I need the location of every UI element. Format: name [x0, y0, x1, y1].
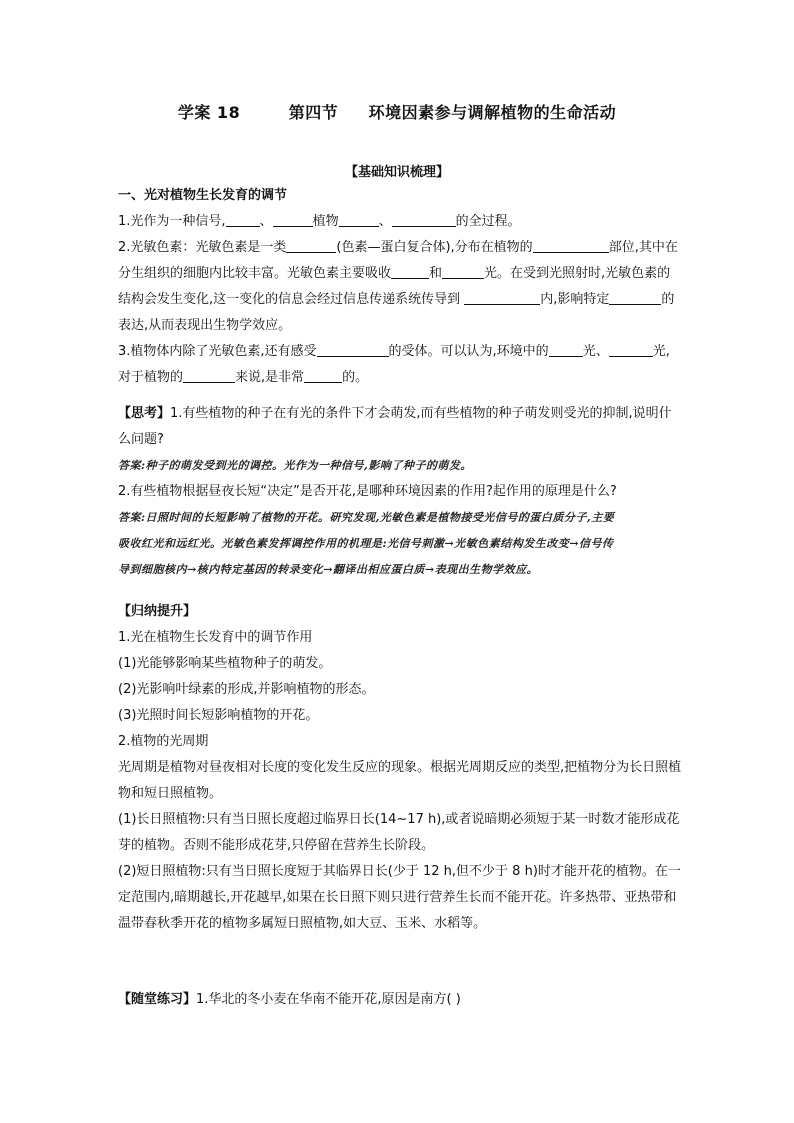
fill-blank[interactable] [391, 264, 429, 279]
summary-section [118, 599, 698, 937]
text-line: (3)光照时间长短影响植物的开花。 [118, 708, 319, 723]
text-line: 3.植物体内除了光敏色素,还有感受 的受体。可以认为,环境中的 光、 光, [118, 344, 670, 359]
text-line: 物和短日照植物。 [118, 786, 223, 801]
text-line: 芽的植物。否则不能形成花芽,只停留在营养生长阶段。 [118, 838, 435, 853]
think-section [118, 401, 698, 583]
answer-line: 吸收红光和远红光。光敏色素发挥调控作用的机理是:光信号刺激→光敏色素结构发生改变→信号传 [118, 537, 614, 550]
text-line: 对于植物的 来说,是非常 的。 [118, 370, 369, 385]
summary-label: 【归纳提升】 [118, 604, 197, 619]
fill-blank[interactable] [226, 212, 260, 227]
text-line: 温带春秋季开花的植物多属短日照植物,如大豆、玉米、水稻等。 [118, 916, 487, 931]
fill-blank[interactable] [273, 212, 313, 227]
fill-blank[interactable] [609, 290, 661, 305]
text-line: 2.有些植物根据昼夜长短“决定”是否开花,是哪种环境因素的作用?起作用的原理是什么? [118, 484, 617, 499]
text-line: (2)光影响叶绿素的形成,并影响植物的形态。 [118, 682, 375, 697]
fill-blank[interactable] [533, 238, 609, 253]
fill-blank[interactable] [609, 342, 653, 357]
fill-blank[interactable] [286, 238, 336, 253]
text-line: 定范围内,暗期越长,开花越早,如果在长日照下则只进行营养生长而不能开花。许多热带、亚热带和 [118, 890, 677, 905]
text-line: 2.光敏色素：光敏色素是一类 (色素—蛋白复合体),分布在植物的 部位,其中在 [118, 240, 678, 255]
answer-line: 答案:种子的萌发受到光的调控。光作为一种信号,影响了种子的萌发。 [118, 459, 472, 472]
fill-blank[interactable] [464, 290, 540, 305]
fill-blank[interactable] [304, 368, 342, 383]
page-title: 学案 18 第四节 环境因素参与调解植物的生命活动 [177, 103, 617, 122]
answer-line: 导到细胞核内→核内特定基因的转录变化→翻译出相应蛋白质→表现出生物学效应。 [118, 563, 539, 576]
fill-blank[interactable] [442, 264, 484, 279]
text-line: 2.植物的光周期 [118, 734, 209, 749]
text-line: (1)光能够影响某些植物种子的萌发。 [118, 656, 332, 671]
text-line: 【随堂练习】1.华北的冬小麦在华南不能开花,原因是南方( ) [118, 992, 461, 1007]
practice-label: 【随堂练习】 [118, 992, 197, 1007]
text-line: (2)短日照植物:只有当日照长度短于其临界日长(少于 12 h,但不少于 8 h)时才能开花的植物。在一 [118, 864, 681, 879]
fill-blank[interactable] [339, 212, 379, 227]
fill-blank[interactable] [549, 342, 583, 357]
part1-section [118, 183, 698, 391]
part1-heading: 一、光对植物生长发育的调节 [118, 188, 288, 203]
practice-section [118, 987, 698, 1013]
text-line: 光周期是植物对昼夜相对长度的变化发生反应的现象。根据光周期反应的类型,把植物分为长日照植 [118, 760, 682, 775]
text-line: 分生组织的细胞内比较丰富。光敏色素主要吸收 和 光。在受到光照射时,光敏色素的 [118, 266, 671, 281]
text-line: 【思考】1.有些植物的种子在有光的条件下才会萌发,而有些植物的种子萌发则受光的抑制,说明什 [118, 406, 672, 421]
text-line: 表达,从而表现出生物学效应。 [118, 318, 292, 333]
text-line: 1.光在植物生长发育中的调节作用 [118, 630, 313, 645]
text-line: 么问题? [118, 432, 164, 447]
fill-blank[interactable] [392, 212, 456, 227]
text-line: (1)长日照植物:只有当日照长度超过临界日长(14~17 h),或者说暗期必须短于某一时数才能形成花 [118, 812, 680, 827]
fill-blank[interactable] [317, 342, 389, 357]
text-line: 1.光作为一种信号, 、 植物 、 的全过程。 [118, 214, 521, 229]
think-label: 【思考】 [118, 406, 171, 421]
text-line: 结构会发生变化,这一变化的信息会经过信息传递系统传导到 内,影响特定 的 [118, 292, 675, 307]
section-header: 【基础知识梳理】 [344, 165, 449, 180]
fill-blank[interactable] [183, 368, 235, 383]
answer-line: 答案:日照时间的长短影响了植物的开花。研究发现,光敏色素是植物接受光信号的蛋白质分子,主要 [118, 511, 615, 524]
